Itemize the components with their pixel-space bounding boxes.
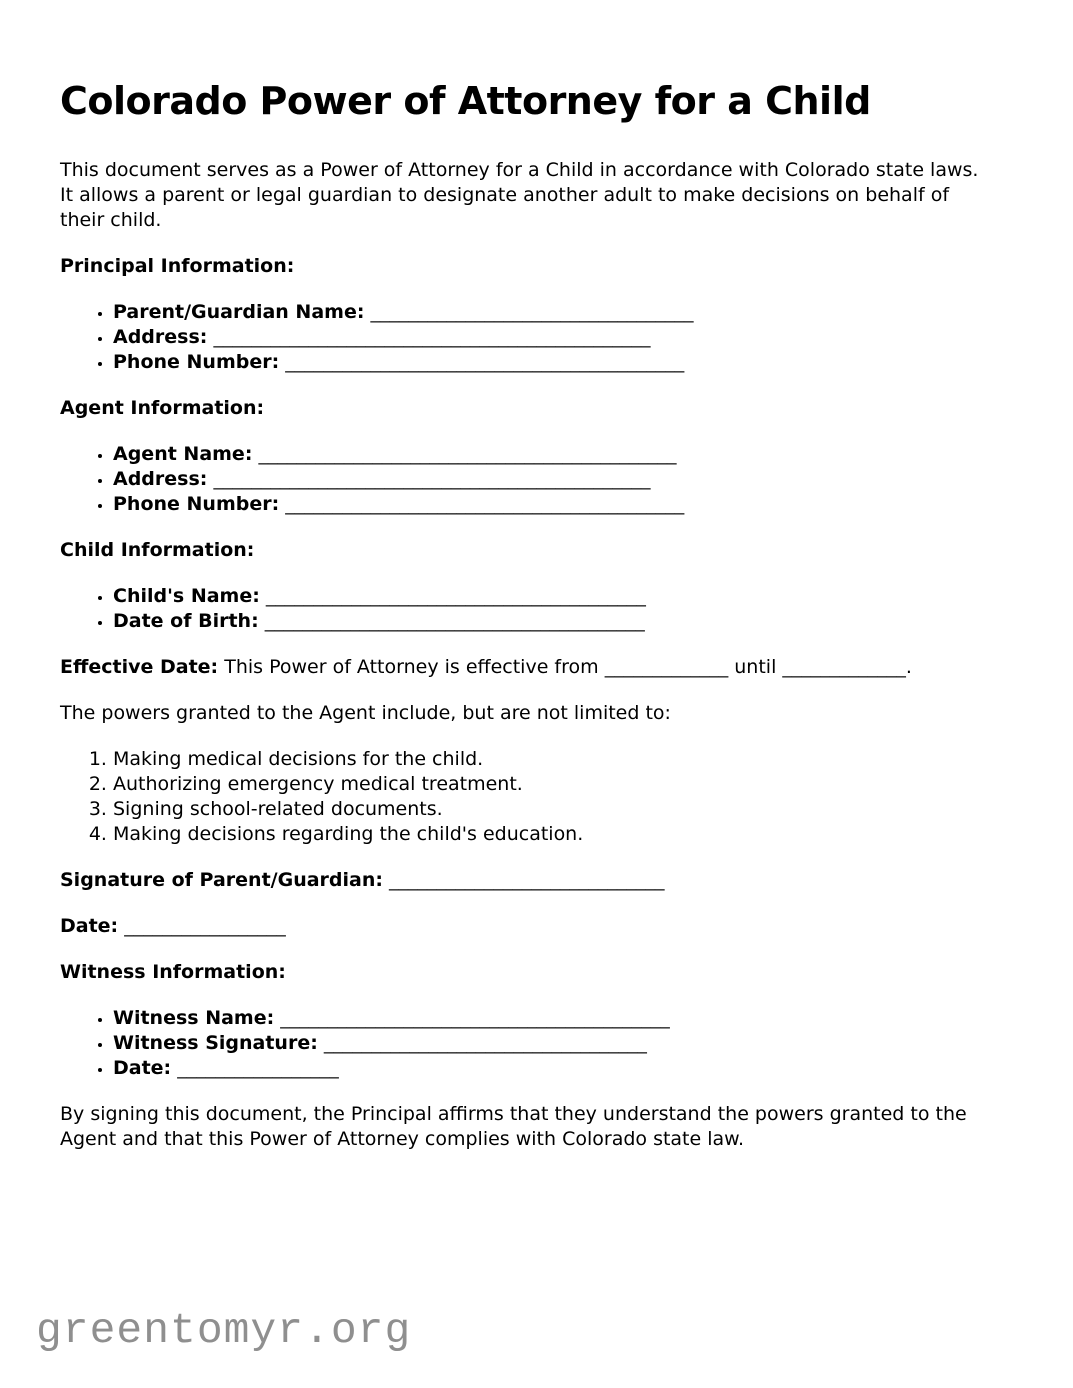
signature-blank: _____________________________ xyxy=(389,868,665,891)
effective-date-text: This Power of Attorney is effective from xyxy=(224,655,599,678)
power-item: 4. Making decisions regarding the child's education. xyxy=(113,822,1013,847)
field-parent-guardian-name xyxy=(113,300,1013,325)
field-blank: __________________________________ xyxy=(323,1031,647,1054)
agent-section-heading: Agent Information: xyxy=(60,396,265,419)
field-blank: __________________________________________ xyxy=(285,350,685,373)
field-blank: _________________________________________ xyxy=(280,1006,670,1029)
intro-paragraph: This document serves as a Power of Attorney for a Child in accordance with Colorado state laws. It allows a parent or legal guardian to designate another adult to make decisions on behalf of their child. xyxy=(60,158,979,231)
date-label: Date: xyxy=(60,914,119,937)
field-blank: ____________________________________________ xyxy=(258,442,677,465)
power-item: 1. Making medical decisions for the child. xyxy=(113,747,1013,772)
field-blank: ________________________________________ xyxy=(264,609,645,632)
field-label: Phone Number: xyxy=(113,350,280,373)
date-blank: _________________ xyxy=(124,914,286,937)
effective-from-blank: _____________ xyxy=(604,655,729,678)
child-field-list xyxy=(60,584,1013,634)
effective-date-label: Effective Date: xyxy=(60,655,219,678)
page-title: Colorado Power of Attorney for a Child xyxy=(60,79,871,123)
field-label: Date: xyxy=(113,1056,172,1079)
field-label: Date of Birth: xyxy=(113,609,259,632)
field-blank: __________________________________________ xyxy=(285,492,685,515)
field-label: Phone Number: xyxy=(113,492,280,515)
witness-section-heading: Witness Information: xyxy=(60,960,286,983)
field-witness-name xyxy=(113,1006,1013,1031)
field-label: Agent Name: xyxy=(113,442,253,465)
field-label: Witness Name: xyxy=(113,1006,275,1029)
effective-until-word: until xyxy=(734,655,777,678)
agent-field-list xyxy=(60,442,1013,517)
field-blank: ______________________________________________ xyxy=(213,325,651,348)
field-label: Child's Name: xyxy=(113,584,260,607)
effective-until-blank: _____________ xyxy=(782,655,906,678)
field-agent-name xyxy=(113,442,1013,467)
date-line xyxy=(60,914,980,939)
field-label: Witness Signature: xyxy=(113,1031,318,1054)
field-blank: __________________________________ xyxy=(370,300,694,323)
field-agent-address xyxy=(113,467,1013,492)
field-blank: ________________________________________ xyxy=(265,584,646,607)
field-child-name xyxy=(113,584,1013,609)
field-principal-phone xyxy=(113,350,1013,375)
effective-date-line xyxy=(60,655,980,680)
child-section-heading: Child Information: xyxy=(60,538,255,561)
field-witness-signature xyxy=(113,1031,1013,1056)
powers-list xyxy=(60,747,1013,847)
closing-paragraph: By signing this document, the Principal affirms that they understand the powers granted to the Agent and that this Power of Attorney complies with Colorado state law. xyxy=(60,1102,967,1150)
principal-field-list xyxy=(60,300,1013,375)
field-witness-date xyxy=(113,1056,1013,1081)
field-blank: _________________ xyxy=(177,1056,339,1079)
power-item: 3. Signing school-related documents. xyxy=(113,797,1013,822)
effective-period: . xyxy=(905,655,912,678)
field-agent-phone xyxy=(113,492,1013,517)
signature-label: Signature of Parent/Guardian: xyxy=(60,868,383,891)
signature-line xyxy=(60,868,980,893)
field-principal-address xyxy=(113,325,1013,350)
watermark-text: greentomyr.org xyxy=(36,1306,412,1355)
field-label: Address: xyxy=(113,467,208,490)
witness-field-list xyxy=(60,1006,1013,1081)
principal-section-heading: Principal Information: xyxy=(60,254,295,277)
field-label: Address: xyxy=(113,325,208,348)
power-item: 2. Authorizing emergency medical treatment. xyxy=(113,772,1013,797)
powers-intro: The powers granted to the Agent include, but are not limited to: xyxy=(60,701,671,724)
field-label: Parent/Guardian Name: xyxy=(113,300,365,323)
field-blank: ______________________________________________ xyxy=(213,467,651,490)
field-child-dob xyxy=(113,609,1013,634)
